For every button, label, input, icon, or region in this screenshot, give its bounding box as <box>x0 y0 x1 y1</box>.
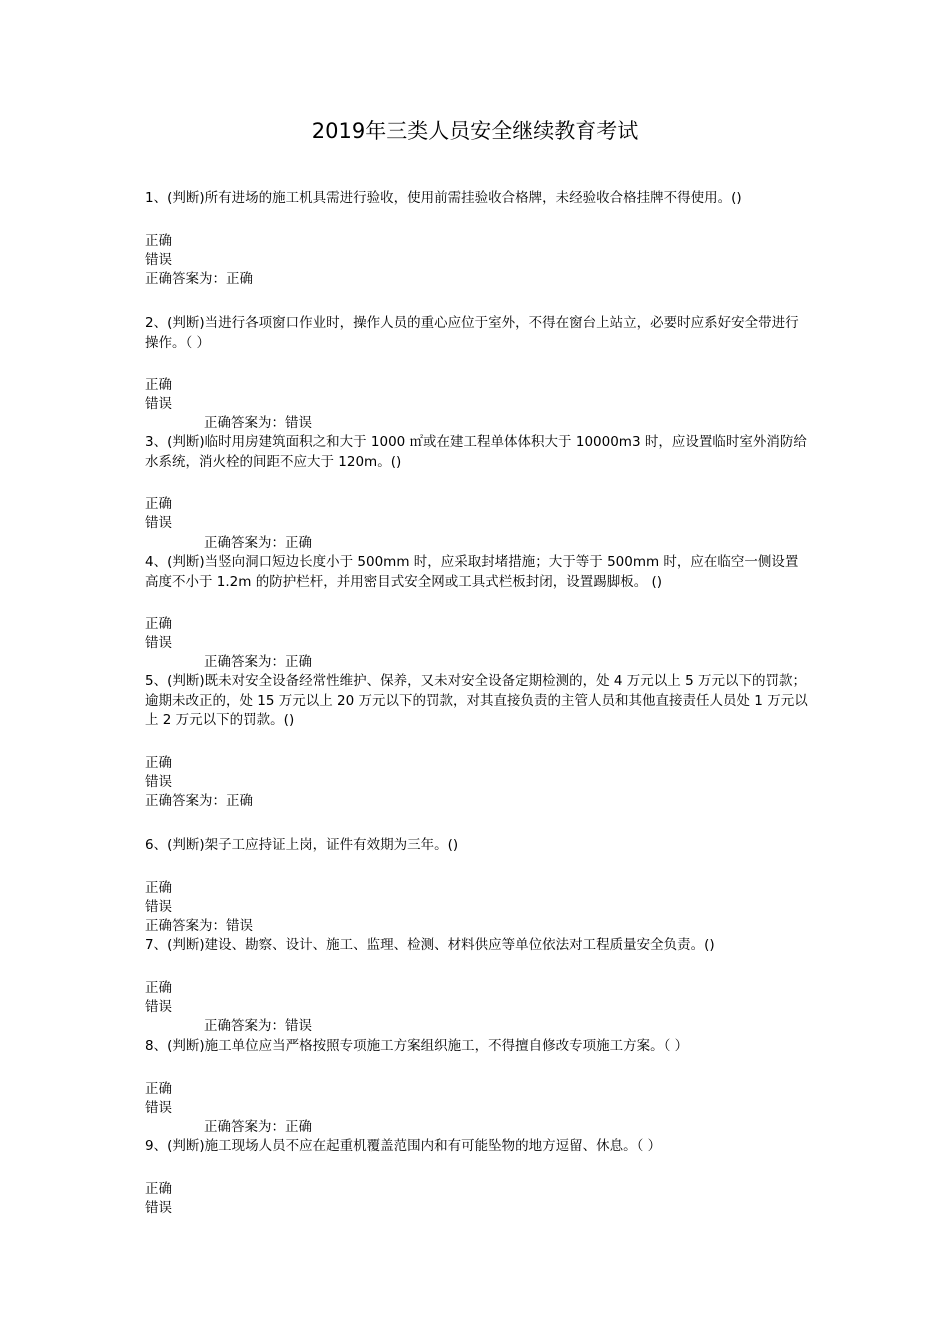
question-7: 7、(判断)建设、勘察、设计、施工、监理、检测、材料供应等单位依法对工程质量安全负责。() <box>145 937 715 953</box>
q9-option-correct: 正确 <box>145 1181 172 1197</box>
document-title: 2019年三类人员安全继续教育考试 <box>311 119 639 143</box>
q2-option-wrong: 错误 <box>145 396 172 412</box>
q3-answer: 正确答案为：正确 <box>204 535 312 551</box>
question-8: 8、(判断)施工单位应当严格按照专项施工方案组织施工，不得擅自修改专项施工方案。（ ） <box>145 1038 689 1054</box>
q6-answer: 正确答案为：错误 <box>145 918 253 934</box>
q1-option-correct: 正确 <box>145 233 172 249</box>
q4-option-correct: 正确 <box>145 616 172 632</box>
q4-option-wrong: 错误 <box>145 635 172 651</box>
q8-answer: 正确答案为：正确 <box>204 1119 312 1135</box>
q2-answer: 正确答案为：错误 <box>204 415 312 431</box>
q5-option-correct: 正确 <box>145 755 172 771</box>
q7-option-correct: 正确 <box>145 980 172 996</box>
q3-option-wrong: 错误 <box>145 515 172 531</box>
q4-answer: 正确答案为：正确 <box>204 654 312 670</box>
q7-option-wrong: 错误 <box>145 999 172 1015</box>
q7-answer: 正确答案为：错误 <box>204 1018 312 1034</box>
question-5: 5、(判断)既未对安全设备经常性维护、保养，又未对安全设备定期检测的，处 4 万元以上 5 万元以下的罚款；逾期未改正的，处 15 万元以上 20 万元以下的罚款，对其直接负责的主管人员和其他直接责任人员处 1 万元以上 2 万元以下的罚款。() <box>145 673 808 728</box>
question-2: 2、(判断)当进行各项窗口作业时，操作人员的重心应位于室外，不得在窗台上站立，必要时应系好安全带进行操作。（ ） <box>145 315 799 351</box>
q5-answer: 正确答案为：正确 <box>145 793 253 809</box>
q1-option-wrong: 错误 <box>145 252 172 268</box>
question-9: 9、(判断)施工现场人员不应在起重机覆盖范围内和有可能坠物的地方逗留、休息。（ ） <box>145 1138 662 1154</box>
question-6: 6、(判断)架子工应持证上岗，证件有效期为三年。() <box>145 837 459 853</box>
q3-option-correct: 正确 <box>145 496 172 512</box>
question-3: 3、(判断)临时用房建筑面积之和大于 1000 ㎡或在建工程单体体积大于 10000m3 时，应设置临时室外消防给水系统，消火栓的间距不应大于 120m。() <box>145 434 807 470</box>
q6-option-wrong: 错误 <box>145 899 172 915</box>
q5-option-wrong: 错误 <box>145 774 172 790</box>
question-1: 1、(判断)所有进场的施工机具需进行验收，使用前需挂验收合格牌，未经验收合格挂牌不得使用。() <box>145 190 742 206</box>
q8-option-correct: 正确 <box>145 1081 172 1097</box>
q8-option-wrong: 错误 <box>145 1100 172 1116</box>
q6-option-correct: 正确 <box>145 880 172 896</box>
q2-option-correct: 正确 <box>145 377 172 393</box>
q9-option-wrong: 错误 <box>145 1200 172 1216</box>
question-4: 4、(判断)当竖向洞口短边长度小于 500mm 时，应采取封堵措施；大于等于 500mm 时，应在临空一侧设置高度不小于 1.2m 的防护栏杆，并用密目式安全网或工具式栏板封闭，设置踢脚板。 () <box>145 554 799 590</box>
q1-answer: 正确答案为：正确 <box>145 271 253 287</box>
